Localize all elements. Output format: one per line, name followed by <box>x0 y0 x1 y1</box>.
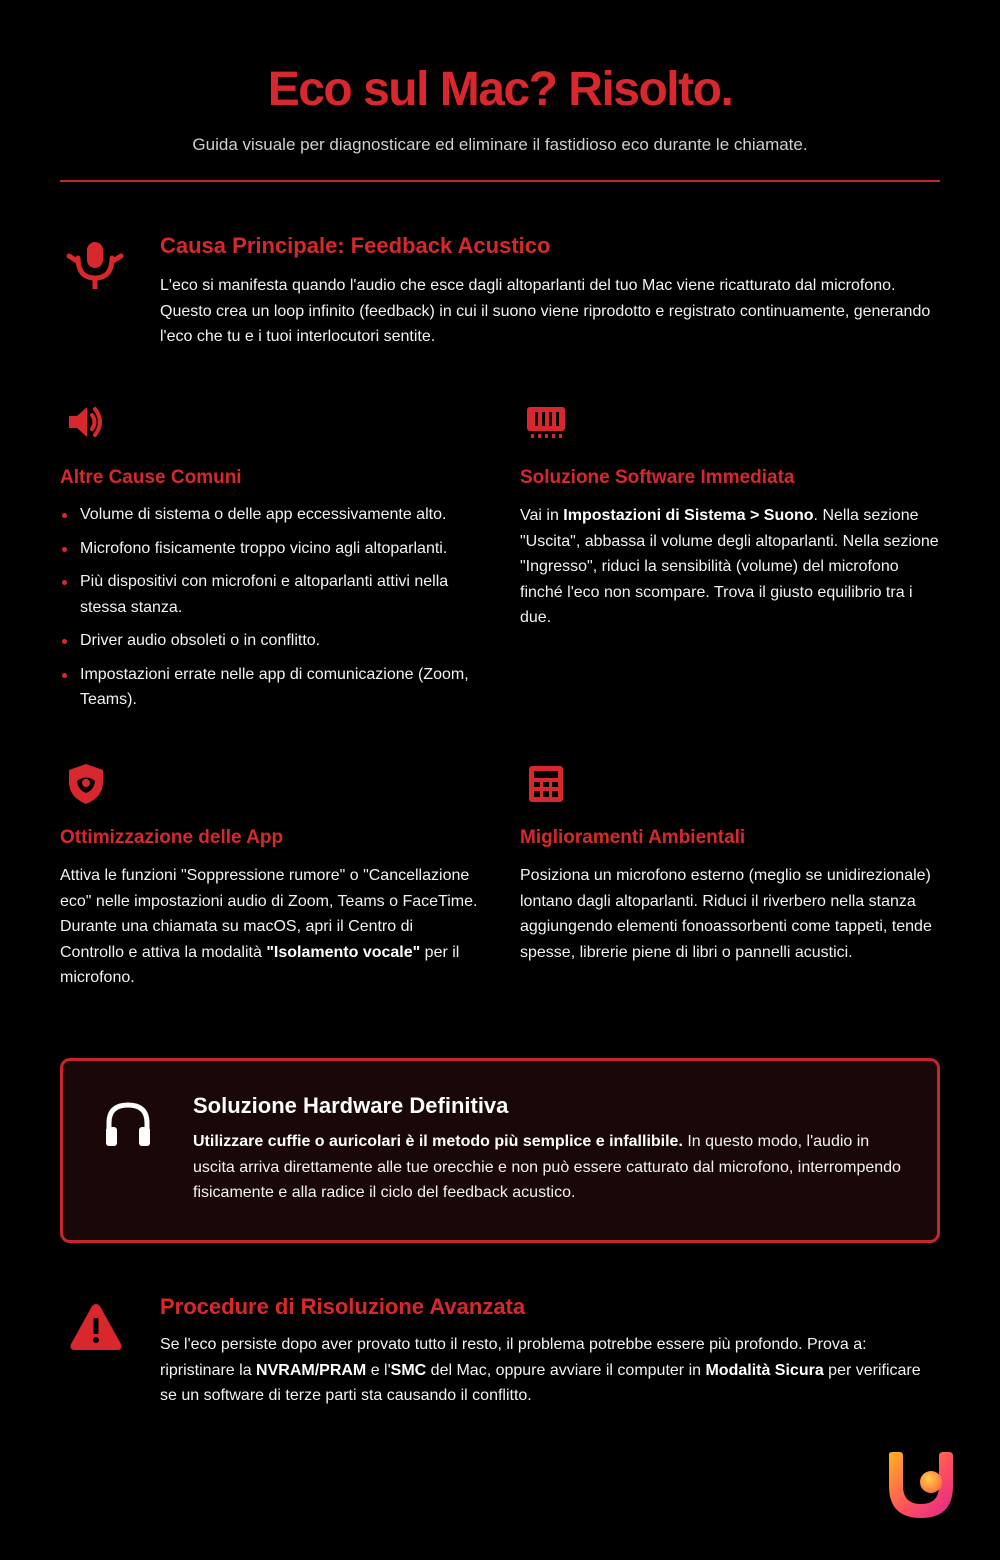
main-cause-content <box>160 232 940 350</box>
headphones-icon <box>103 1099 153 1156</box>
main-cause-text: L'eco si manifesta quando l'audio che esce dagli altoparlanti del tuo Mac viene ricatturato dal microfono. Questo crea un loop infinito (feedback) in cui il suono viene riprodotto e registrato continuamente, generando l'eco che tu e i tuoi interlocutori sentite. <box>160 277 931 345</box>
list-item: Driver audio obsoleti o in conflitto. <box>60 628 480 654</box>
other-causes-section <box>60 402 480 721</box>
microphone-icon <box>66 240 124 297</box>
other-causes-list <box>60 502 480 713</box>
header-divider <box>60 180 940 182</box>
list-item: Più dispositivi con microfoni e altoparlanti attivi nella stessa stanza. <box>60 569 480 620</box>
environment-title: Miglioramenti Ambientali <box>520 827 746 848</box>
memory-chip-icon <box>526 402 940 452</box>
environment-text: Posiziona un microfono esterno (meglio se unidirezionale) lontano dagli altoparlanti. Riduci il riverbero nella stanza aggiungendo elementi fonoassorbenti come tappeti, tende spesse, librerie piene di libri o pannelli acustici. <box>520 867 932 961</box>
app-optimization-section <box>60 762 480 991</box>
warning-icon <box>68 1301 124 1358</box>
list-item: Impostazioni errate nelle app di comunicazione (Zoom, Teams). <box>60 662 480 713</box>
list-item: Microfono fisicamente troppo vicino agli altoparlanti. <box>60 536 480 562</box>
advanced-title: Procedure di Risoluzione Avanzata <box>160 1294 526 1319</box>
advanced-text: Se l'eco persiste dopo aver provato tutto il resto, il problema potrebbe essere più profondo. Prova a: ripristinare la NVRAM/PRAM e l'SMC del Mac, oppure avviare il computer in Modalità Sicura per verificare se un software di terze parti sta causando il conflitto. <box>160 1336 921 1404</box>
page-title: Eco sul Mac? Risolto. <box>267 63 733 116</box>
app-optimization-title: Ottimizzazione delle App <box>60 827 284 848</box>
brand-logo-icon <box>885 1450 957 1522</box>
list-item: Volume di sistema o delle app eccessivamente alto. <box>60 502 480 528</box>
speaker-icon <box>66 402 480 452</box>
hardware-solution-box <box>60 1058 940 1243</box>
environment-section <box>520 762 940 965</box>
page-subtitle: Guida visuale per diagnosticare ed eliminare il fastidioso eco durante le chiamate. <box>192 135 808 154</box>
hardware-solution-title: Soluzione Hardware Definitiva <box>193 1093 509 1118</box>
software-solution-title: Soluzione Software Immediata <box>520 467 795 488</box>
app-optimization-text: Attiva le funzioni "Soppressione rumore" o "Cancellazione eco" nelle impostazioni audio di Zoom, Teams o FaceTime. Durante una chiamata su macOS, apri il Centro di Controllo e attiva la modalità "Isolamento vocale" per il microfono. <box>60 867 478 986</box>
advanced-content <box>160 1293 940 1409</box>
header <box>0 0 1000 156</box>
hardware-solution-content <box>193 1091 913 1206</box>
software-solution-section <box>520 402 940 631</box>
main-cause-title: Causa Principale: Feedback Acustico <box>160 233 551 258</box>
advanced-section <box>60 1293 940 1433</box>
software-solution-text: Vai in Impostazioni di Sistema > Suono. Nella sezione "Uscita", abbassa il volume degli altoparlanti. Nella sezione "Ingresso", riduci la sensibilità (volume) del microfono finché l'eco non scompare. Trova il giusto equilibrio tra i due. <box>520 507 939 626</box>
hardware-solution-text: Utilizzare cuffie o auricolari è il metodo più semplice e infallibile. In questo modo, l'audio in uscita arriva direttamente alle tue orecchie e non può essere catturato dal microfono, interrompendo fisicamente e alla radice il ciclo del feedback acustico. <box>193 1133 901 1201</box>
shield-icon <box>66 762 480 812</box>
other-causes-title: Altre Cause Comuni <box>60 467 242 488</box>
calculator-icon <box>526 762 940 812</box>
